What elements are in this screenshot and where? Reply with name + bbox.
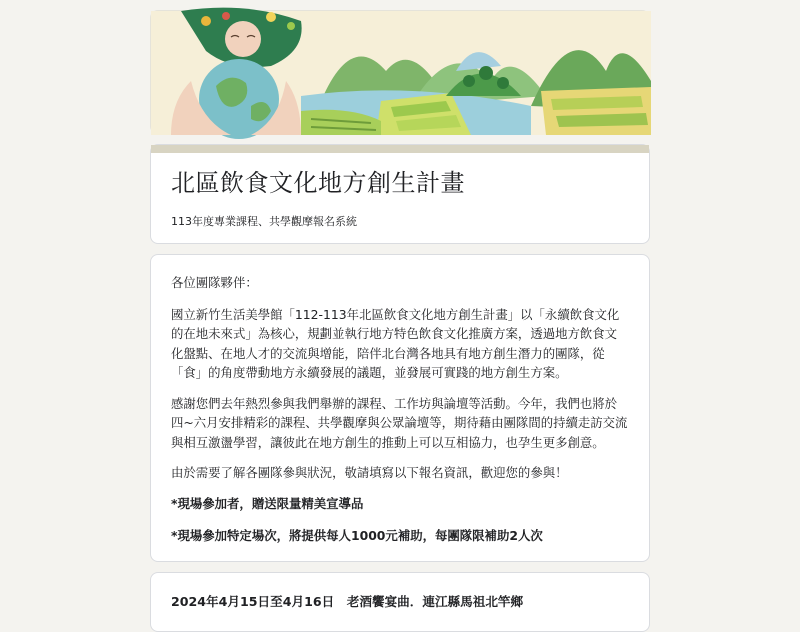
title-accent-bar <box>151 145 649 153</box>
subsidy-note: *現場參加特定場次，將提供每人1000元補助，每團隊限補助2人次 <box>171 528 543 543</box>
header-banner-image <box>150 10 650 134</box>
gift-note: *現場參加者，贈送限量精美宣導品 <box>171 495 364 511</box>
form-title: 北區飲食文化地方創生計畫 <box>171 169 465 197</box>
form-column <box>150 10 650 632</box>
description-greeting: 各位團隊夥伴： <box>171 275 258 290</box>
session-section-card <box>150 572 650 632</box>
form-description-card <box>150 254 650 562</box>
session-section-title: 2024年4月15日至4月16日 老酒饗宴曲．連江縣馬祖北竿鄉 <box>171 594 524 609</box>
form-title-card <box>150 144 650 244</box>
description-paragraph-1: 國立新竹生活美學館「112-113年北區飲食文化地方創生計畫」以「永續飲食文化的在地未來式」為核心，規劃並執行地方特色飲食文化推廣方案，透過地方飲食文化盤點、在地人才的交流與增能，陪伴北台灣各地具有地方創生潛力的團隊，從「食」的角度帶動地方永續發展的議題，並發展可實踐的地方創生方案。 <box>171 306 620 380</box>
description-paragraph-3: 由於需要了解各團隊參與狀況，敬請填寫以下報名資訊，歡迎您的參與！ <box>171 465 568 480</box>
form-subtitle: 113年度專業課程、共學觀摩報名系統 <box>171 215 357 228</box>
description-paragraph-2: 感謝您們去年熱烈參與我們舉辦的課程、工作坊與論壇等活動。今年，我們也將於四~六月安排精彩的課程、共學觀摩與公眾論壇等，期待藉由團隊間的持續走訪交流與相互激盪學習，讓彼此在地方創生的推動上可以互相協力，也孕生更多創意。 <box>171 395 628 450</box>
